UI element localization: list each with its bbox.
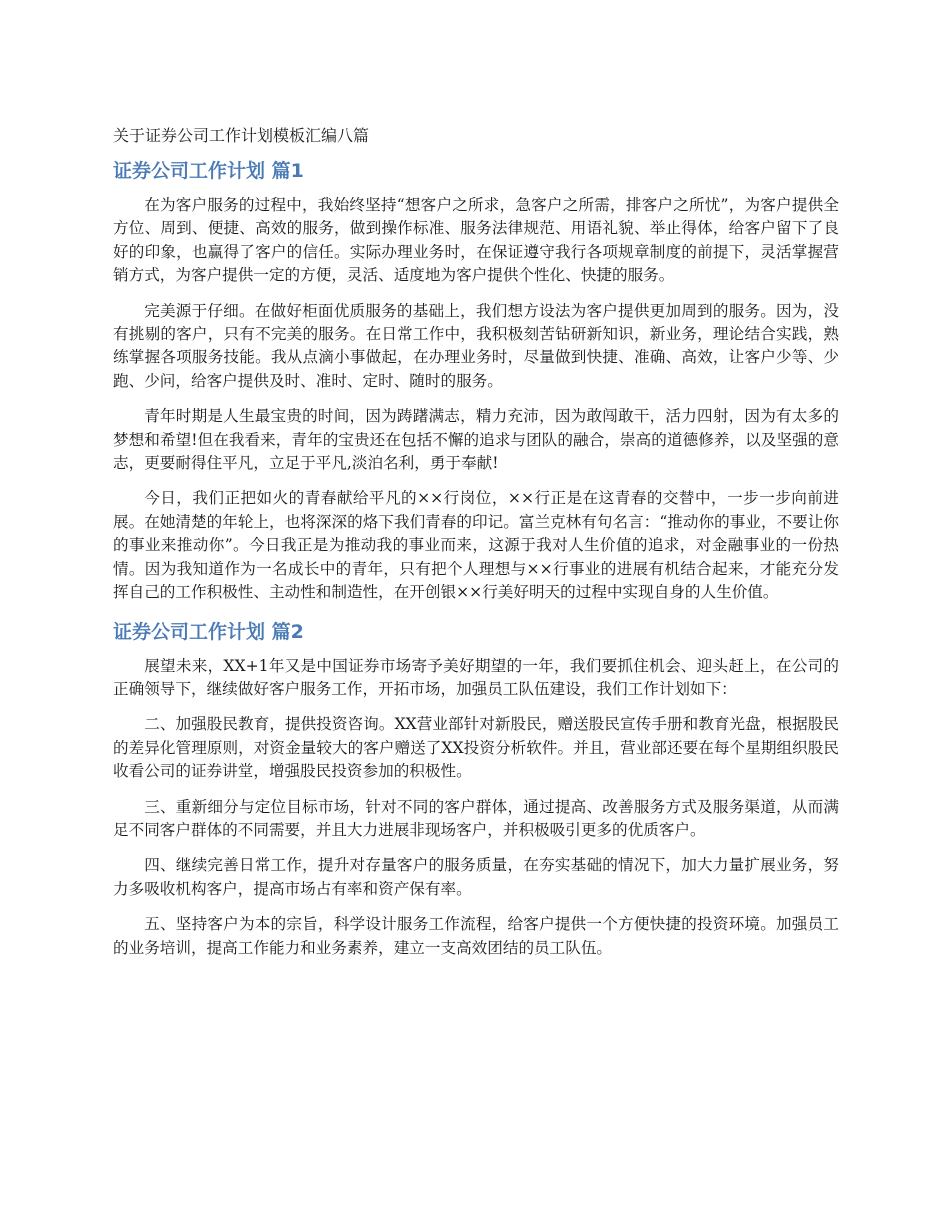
paragraph: 完美源于仔细。在做好柜面优质服务的基础上，我们想方设法为客户提供更加周到的服务。因为，没有挑剔的客户，只有不完美的服务。在日常工作中，我积极刻苦钻研新知识，新业务，理论结合实践，熟练掌握各项服务技能。我从点滴小事做起，在办理业务时，尽量做到快捷、准确、高效，让客户少等、少跑、少问，给客户提供及时、准时、定时、随时的服务。 — [113, 301, 839, 390]
paragraph: 五、坚持客户为本的宗旨，科学设计服务工作流程，给客户提供一个方便快捷的投资环境。加强员工的业务培训，提高工作能力和业务素养，建立一支高效团结的员工队伍。 — [113, 915, 839, 957]
paragraph: 展望未来，XX+1年又是中国证券市场寄予美好期望的一年，我们要抓住机会、迎头赶上，在公司的正确领导下，继续做好客户服务工作，开拓市场，加强员工队伍建设，我们工作计划如下： — [113, 656, 839, 698]
paragraph: 在为客户服务的过程中，我始终坚持“想客户之所求，急客户之所需，排客户之所忧”，为客户提供全方位、周到、便捷、高效的服务，做到操作标准、服务法律规范、用语礼貌、举止得体，给客户留下了良好的印象，也赢得了客户的信任。实际办理业务时，在保证遵守我行各项规章制度的前提下，灵活掌握营销方式，为客户提供一定的方便，灵活、适度地为客户提供个性化、快捷的服务。 — [113, 196, 839, 285]
section-1 — [113, 156, 839, 605]
section-heading: 证券公司工作计划 篇2 — [113, 620, 304, 643]
paragraph: 今日，我们正把如火的青春献给平凡的××行岗位，××行正是在这青春的交替中，一步一步向前进展。在她清楚的年轮上，也将深深的烙下我们青春的印记。富兰克林有句名言：“推动你的事业，不要让你的事业来推动你”。今日我正是为推动我的事业而来，这源于我对人生价值的追求，对金融事业的一份热情。因为我知道作为一名成长中的青年，只有把个人理想与××行事业的进展有机结合起来，才能充分发挥自己的工作积极性、主动性和制造性，在开创银××行美好明天的过程中实现自身的人生价值。 — [113, 489, 839, 602]
section-2 — [113, 617, 839, 960]
paragraph: 三、重新细分与定位目标市场，针对不同的客户群体，通过提高、改善服务方式及服务渠道，从而满足不同客户群体的不同需要，并且大力进展非现场客户，并积极吸引更多的优质客户。 — [113, 797, 839, 839]
section-heading: 证券公司工作计划 篇1 — [113, 160, 304, 182]
paragraph: 四、继续完善日常工作，提升对存量客户的服务质量，在夯实基础的情况下，加大力量扩展业务，努力多吸收机构客户，提高市场占有率和资产保有率。 — [113, 856, 839, 898]
paragraph: 二、加强股民教育，提供投资咨询。XX营业部针对新股民，赠送股民宣传手册和教育光盘，根据股民的差异化管理原则，对资金量较大的客户赠送了XX投资分析软件。并且，营业部还要在每个星期组织股民收看公司的证券讲堂，增强股民投资参加的积极性。 — [113, 715, 839, 781]
paragraph: 青年时期是人生最宝贵的时间，因为踌躇满志，精力充沛，因为敢闯敢干，活力四射，因为有太多的梦想和希望!但在我看来，青年的宝贵还在包括不懈的追求与团队的融合，崇高的道德修养，以及坚强的意志，更要耐得住平凡，立足于平凡,淡泊名利，勇于奉献! — [113, 407, 839, 473]
document-title: 关于证券公司工作计划模板汇编八篇 — [113, 126, 370, 145]
document-page — [113, 122, 839, 972]
